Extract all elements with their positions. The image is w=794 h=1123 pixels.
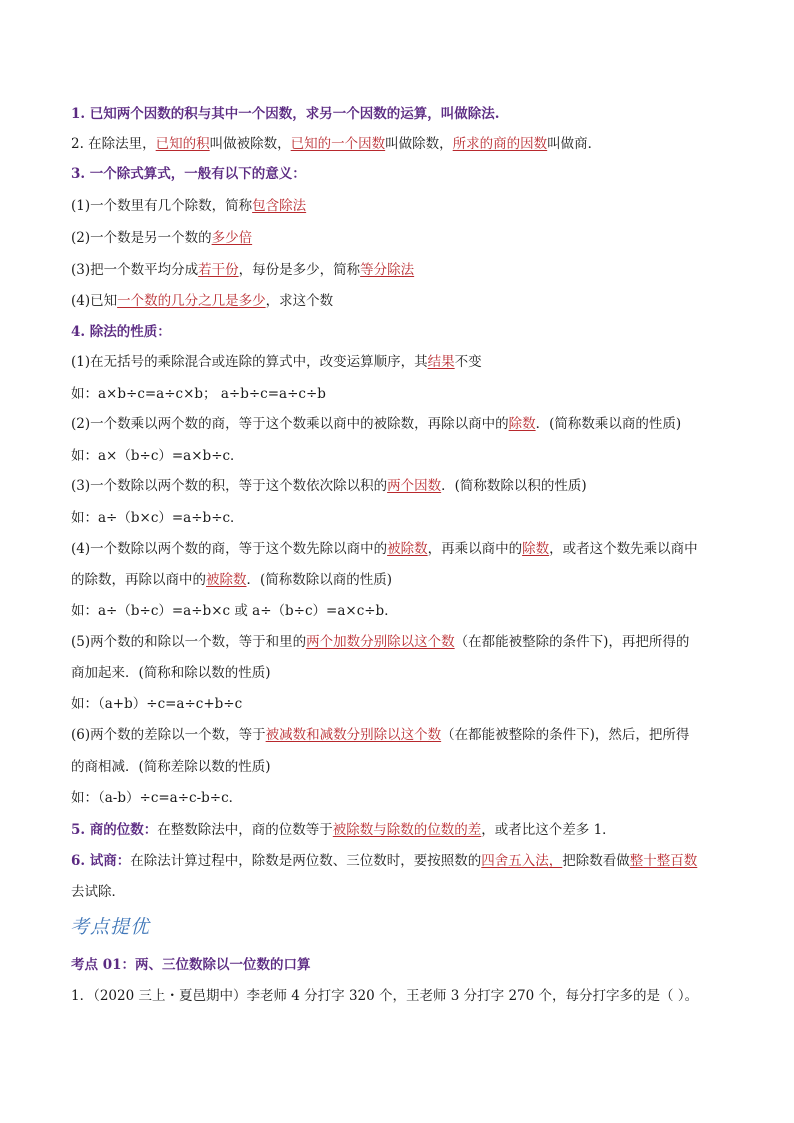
- text-segment: 如：a÷（b÷c）=a÷b×c 或 a÷（b÷c）=a×c÷b．: [71, 603, 398, 619]
- text-line: [71, 260, 731, 280]
- text-segment: ，或者这个数先乘以商中: [549, 541, 698, 557]
- text-line: [71, 788, 731, 808]
- text-segment: 叫做商．: [547, 136, 602, 152]
- text-segment: (2)一个数是另一个数的: [71, 230, 212, 246]
- underlined-answer: 四舍五入法，: [481, 853, 563, 869]
- text-segment: (4)一个数除以两个数的商，等于这个数先除以商中的: [71, 541, 388, 557]
- text-segment: 如：（a+b）÷c=a÷c+b÷c: [71, 696, 243, 712]
- text-segment: ，每份是多少，简称: [238, 262, 361, 278]
- text-segment: ，再乘以商中的: [427, 541, 523, 557]
- text-segment: 如：（a-b）÷c=a÷c-b÷c．: [71, 790, 243, 806]
- text-segment: (1)一个数里有几个除数，简称: [71, 198, 253, 214]
- text-line: [71, 134, 731, 154]
- underlined-answer: 被除数: [387, 541, 428, 557]
- text-segment: 的商相减．(简称差除以数的性质): [71, 759, 271, 775]
- text-segment: (3)把一个数平均分成: [71, 262, 199, 278]
- underlined-answer: 被减数和减数分别除以这个数: [265, 727, 442, 743]
- text-line: [71, 601, 731, 621]
- text-segment: 如：a×（b÷c）=a×b÷c．: [71, 448, 244, 464]
- text-segment: (2)一个数乘以两个数的商，等于这个数乘以商中的被除数，再除以商中的: [71, 416, 509, 432]
- underlined-answer: 被除数: [206, 572, 247, 588]
- text-segment: 考点 01：两、三位数除以一位数的口算: [71, 957, 311, 973]
- text-line: [71, 291, 731, 311]
- underlined-answer: 所求的商的因数: [452, 136, 548, 152]
- text-line: [71, 820, 731, 840]
- text-line: [71, 851, 731, 871]
- text-segment: (5)两个数的和除以一个数，等于和里的: [71, 634, 307, 650]
- text-segment: ．(简称数乘以商的性质): [535, 416, 682, 432]
- text-segment: 叫做除数，: [385, 136, 453, 152]
- text-segment: 5. 商的位数：: [71, 822, 158, 838]
- text-segment: ．(简称数除以积的性质): [441, 478, 587, 494]
- text-line: [71, 322, 731, 342]
- text-segment: 在整数除法中，商的位数等于: [157, 822, 333, 838]
- text-segment: 如：a÷（b×c）=a÷b÷c．: [71, 510, 244, 526]
- underlined-answer: 多少倍: [211, 230, 253, 246]
- text-line: [71, 414, 731, 434]
- text-segment: （在都能被整除的条件下)，然后，把所得: [441, 727, 690, 743]
- underlined-answer: 已知的积: [155, 136, 210, 152]
- text-segment: (6)两个数的差除以一个数，等于: [71, 727, 266, 743]
- text-segment: （在都能被整除的条件下)，再把所得的: [454, 634, 690, 650]
- underlined-answer: 两个因数: [387, 478, 442, 494]
- text-line: [71, 725, 731, 745]
- text-segment: (1)在无括号的乘除混合或连除的算式中，改变运算顺序，其: [71, 354, 428, 370]
- underlined-answer: 除数: [508, 416, 536, 432]
- text-line: [71, 352, 731, 372]
- text-segment: 的除数，再除以商中的: [71, 572, 206, 588]
- underlined-answer: 两个加数分别除以这个数: [306, 634, 455, 650]
- text-line: [71, 446, 731, 466]
- text-segment: 不变: [454, 354, 482, 370]
- text-segment: 商加起来．(简称和除以数的性质): [71, 665, 271, 681]
- underlined-answer: 等分除法: [360, 262, 415, 278]
- text-line: [71, 104, 731, 124]
- underlined-answer: 除数: [522, 541, 550, 557]
- text-line: [71, 196, 731, 216]
- text-line: [71, 663, 731, 683]
- underlined-answer: 结果: [427, 354, 455, 370]
- text-segment: 6. 试商：: [71, 853, 131, 869]
- text-segment: 在除法计算过程中，除数是两位数、三位数时，要按照数的: [130, 853, 482, 869]
- text-line: [71, 570, 731, 590]
- text-segment: 1．（2020 三上・夏邑期中）李老师 4 分打字 320 个，王老师 3 分打字 270 个，每分打字多的是（ ）。: [71, 988, 699, 1004]
- text-segment: (4)已知: [71, 293, 118, 309]
- text-line: [71, 228, 731, 248]
- text-segment: 叫做被除数，: [209, 136, 291, 152]
- text-segment: 2. 在除法里，: [71, 136, 156, 152]
- text-line: [71, 384, 731, 404]
- text-segment: 1. 已知两个因数的积与其中一个因数，求另一个因数的运算，叫做除法.: [71, 106, 500, 122]
- text-segment: ．(简称数除以商的性质): [246, 572, 393, 588]
- underlined-answer: 已知的一个因数: [290, 136, 386, 152]
- text-line: [71, 164, 731, 184]
- underlined-answer: 若干份: [198, 262, 239, 278]
- text-line: [71, 986, 731, 1006]
- text-segment: 把除数看做: [562, 853, 630, 869]
- section-title: 考点提优: [70, 916, 151, 938]
- text-segment: 3. 一个除式算式，一般有以下的意义：: [71, 166, 306, 182]
- text-segment: ，或者比这个差多 1．: [481, 822, 616, 838]
- underlined-answer: 整十整百数: [629, 853, 698, 869]
- underlined-answer: 包含除法: [252, 198, 307, 214]
- text-segment: (3)一个数除以两个数的积，等于这个数依次除以积的: [71, 478, 388, 494]
- underlined-answer: 一个数的几分之几是多少: [117, 293, 266, 309]
- text-segment: 去试除．: [71, 884, 125, 900]
- text-line: [71, 882, 731, 902]
- text-segment: ，求这个数: [265, 293, 334, 309]
- text-line: [71, 476, 731, 496]
- underlined-answer: 被除数与除数的位数的差: [332, 822, 482, 838]
- text-segment: 4. 除法的性质：: [71, 324, 171, 340]
- text-line: [71, 632, 731, 652]
- text-line: [71, 508, 731, 528]
- text-segment: 如：a×b÷c=a÷c×b； a÷b÷c=a÷c÷b: [71, 386, 326, 402]
- text-line: [71, 539, 731, 559]
- text-line: [71, 694, 731, 714]
- text-line: [71, 955, 731, 975]
- text-line: [71, 757, 731, 777]
